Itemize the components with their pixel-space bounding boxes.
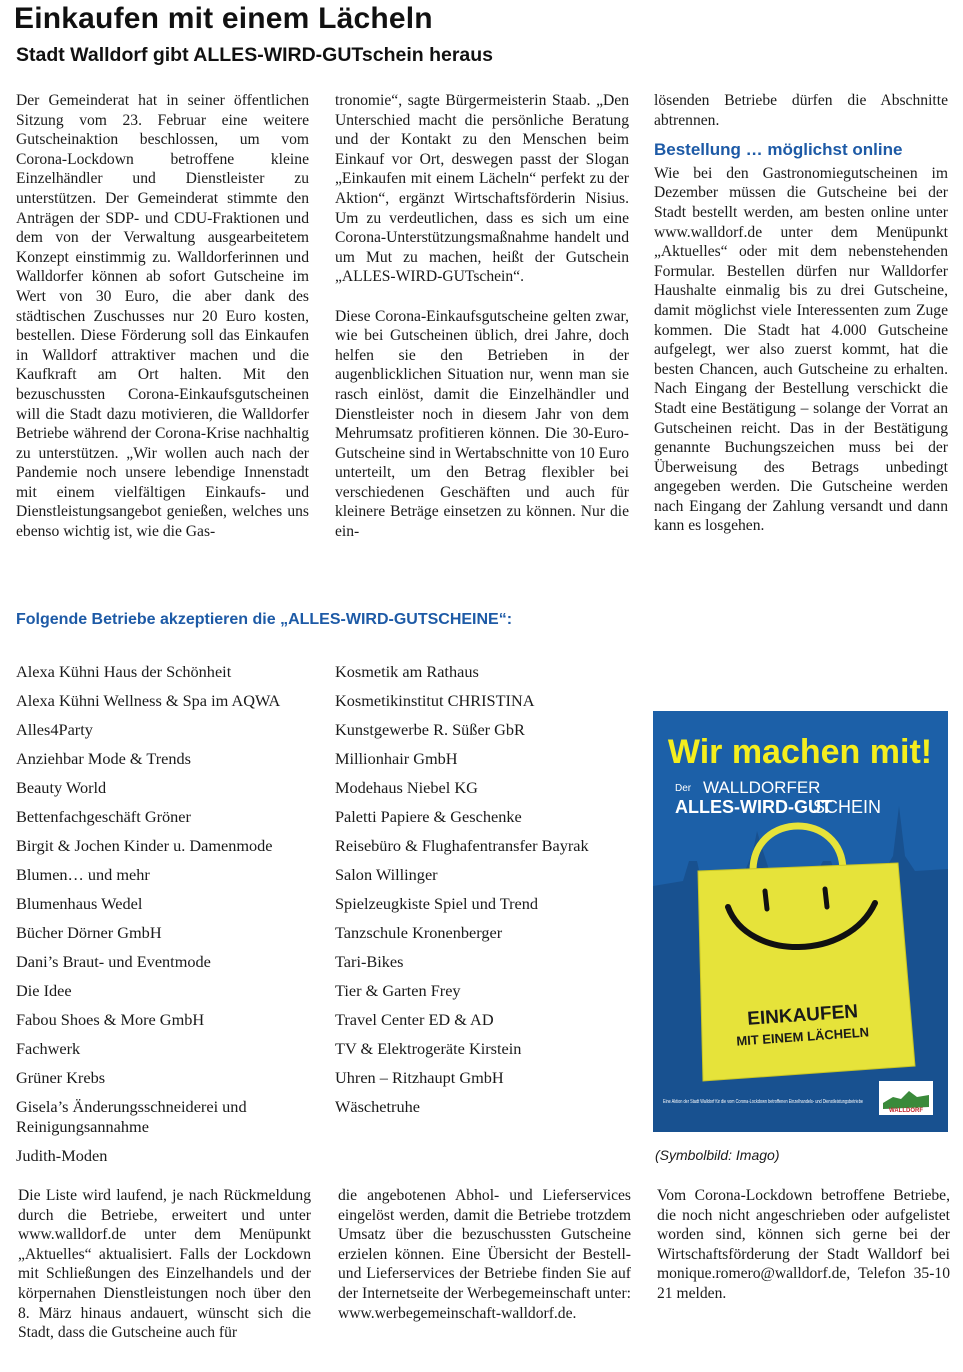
business-item: Alexa Kühni Haus der Schönheit: [16, 662, 232, 681]
business-item: Travel Center ED & AD: [335, 1010, 494, 1029]
business-item: Beauty World: [16, 778, 107, 797]
business-item: Uhren – Ritzhaupt GmbH: [335, 1068, 504, 1087]
business-list-right: [335, 662, 635, 1126]
headline: Einkaufen mit einem Lächeln: [14, 2, 433, 35]
bottom-column-3-text: Vom Corona-Lockdown betroffene Betriebe, die noch nicht angeschrieben oder aufgelistet worden sind, können sich gerne bei der Wirtschaftsförderung der Stadt Walldorf bei monique.romero@walldorf.de, Telefon 35-10 21 melden.: [657, 1187, 950, 1302]
business-item: Tari-Bikes: [335, 952, 404, 971]
bag-text-line-1: EINKAUFEN: [746, 1001, 859, 1030]
business-item: Kosmetik am Rathaus: [335, 662, 479, 681]
poster-schein: SCHEIN: [813, 797, 882, 817]
column-3-paragraph-2: Wie bei den Gastronomiegutscheinen im Dezember müssen die Gutscheine bei der Stadt bestellt werden, am besten online unter www.walldorf.de unter dem Menüpunkt „Aktuelles“ oder mit dem nebenstehenden Formular. Bestellen dürfen nur Walldorfer Haushalte einmalig bis zu drei Gutscheine, damit möglichst viele Interessenten zum Zuge kommen. Die Stadt hat 4.000 Gutscheine aufgelegt, wer also zuerst kommt, hat die besten Chancen, auch Gutscheine zu erhalten. Nach Eingang der Bestellung verschickt die Stadt eine Bestätigung – solange der Vorrat an Gutscheinen reicht. Das in der Bestätigung genannte Buchungszeichen muss bei der Überweisung des Betrags unbedingt angegeben werden. Die Gutscheine werden nach Eingang der Zahlung versandt und dann kann es losgehen.: [654, 164, 948, 535]
business-item: Kosmetikinstitut CHRISTINA: [335, 691, 535, 710]
subheadline: Stadt Walldorf gibt ALLES-WIRD-GUTschein heraus: [16, 44, 494, 66]
business-item: Grüner Krebs: [16, 1068, 106, 1087]
business-item: Reisebüro & Flughafentransfer Bayrak: [335, 836, 589, 855]
walldorf-logo: [879, 1081, 933, 1115]
poster-alles-wird-gut: ALLES-WIRD-GUT: [675, 797, 832, 817]
business-item: Bettenfachgeschäft Gröner: [16, 807, 191, 826]
poster-headline: Wir machen mit!: [667, 733, 933, 771]
poster-artwork: [653, 711, 948, 1132]
campaign-poster: [653, 711, 948, 1132]
business-item: Blumenhaus Wedel: [16, 894, 143, 913]
business-item: TV & Elektrogeräte Kirstein: [335, 1039, 522, 1058]
bottom-column-1-text: Die Liste wird laufend, je nach Rückmeldung durch die Betriebe, erweitert und unter www.walldorf.de unter dem Menüpunkt „Aktuelles“ aktualisiert. Falls der Lockdown mit Schließungen des Einzelhandels und der körpernahen Dienstleistungen noch über den 8. März hinaus andauert, wünscht sich die Stadt, dass die Gutscheine auch für: [18, 1187, 311, 1342]
column-2-paragraph-1: tronomie“, sagte Bürgermeisterin Staab. „Den Unterschied macht die persönliche Beratung und der Kontakt zu den Menschen beim Einkauf vor Ort, deswegen passt der Slogan „Einkaufen mit einem Lächeln“ perfekt zu der Aktion“, ergänzt Wirtschaftsförderin Nisius. Um zu verdeutlichen, dass es sich um eine Corona-Unterstützungsmaßnahme handelt und um Mut zu machen, heißt der Gutschein „ALLES-WIRD-GUTschein“.: [335, 92, 629, 286]
bottom-column-1: [18, 1186, 311, 1343]
poster-der: Der: [675, 783, 692, 794]
column-1-text: Der Gemeinderat hat in seiner öffentlichen Sitzung vom 23. Februar eine weitere Gutscheinaktion beschlossen, um vom Corona-Lockdown betroffene kleine Einzelhändler und Dienstleister zu unterstützen. Der Gemeinderat stimmte den Anträgen der SDP- und CDU-Fraktionen und dem von der Verwaltung ausgearbeitetem Konzept einstimmig zu. Walldorferinnen und Walldorfer können ab sofort Gutscheine im Wert von 30 Euro, die aber dank des städtischen Zuschusses nur 20 Euro kosten, bestellen. Diese Förderung soll das Einkaufen in Walldorf attraktiver machen und die Kaufkraft am Ort halten. Mit den bezuschussten Corona-Einkaufsgutscheinen will die Stadt dazu motivieren, die Walldorfer Betriebe während der Corona-Krise nachhaltig zu unterstützen. „Wir wollen auch nach der Pandemie noch unsere lebendige Innenstadt mit einem vielfältigen Einkaufs- und Dienstleistungsangebot genießen, welches uns ebenso wichtig ist, wie die Gas-: [16, 92, 309, 541]
business-item: Blumen… und mehr: [16, 865, 150, 884]
business-item: Tanzschule Kronenberger: [335, 923, 503, 942]
bottom-column-2-text: die angebotenen Abhol- und Lieferservices eingelöst werden, damit die Betriebe trotzdem Umsatz über die bezuschussten Gutscheine erzielen können. Eine Übersicht der Bestell- und Lieferservices der Betriebe finden Sie auf der Internetseite der Werbegemeinschaft unter: www.werbegemeinschaft-walldorf.de.: [338, 1187, 631, 1322]
business-item: Spielzeugkiste Spiel und Trend: [335, 894, 539, 913]
business-item: Alexa Kühni Wellness & Spa im AQWA: [16, 691, 281, 710]
business-item: Die Idee: [16, 981, 72, 1000]
business-item: Modehaus Niebel KG: [335, 778, 478, 797]
business-item: Alles4Party: [16, 720, 93, 739]
bag-text-line-2: MIT EINEM LÄCHELN: [735, 1024, 870, 1049]
article-column-2: [335, 91, 629, 542]
business-item: Birgit & Jochen Kinder u. Damenmode: [16, 836, 273, 855]
business-item: Tier & Garten Frey: [335, 981, 461, 1000]
bottom-column-2: [338, 1186, 631, 1323]
business-item: Fachwerk: [16, 1039, 81, 1058]
business-item: Dani’s Braut- und Eventmode: [16, 952, 211, 971]
article-column-3: [654, 91, 948, 536]
business-list-heading: Folgende Betriebe akzeptieren die „ALLES-WIRD-GUTSCHEINE“:: [16, 611, 513, 628]
poster-walldorfer: WALLDORFER: [703, 778, 821, 797]
business-item: Wäschetruhe: [335, 1097, 420, 1116]
business-item: Salon Willinger: [335, 865, 438, 884]
business-item: Millionhair GmbH: [335, 749, 458, 768]
logo-text: WALLDORF: [889, 1108, 923, 1114]
order-subheading: Bestellung … möglichst online: [654, 140, 903, 160]
article-column-1: [16, 91, 309, 542]
bottom-column-3: [657, 1186, 950, 1304]
business-item: Paletti Papiere & Geschenke: [335, 807, 522, 826]
business-item: Fabou Shoes & More GmbH: [16, 1010, 205, 1029]
business-item: Kunstgewerbe R. Süßer GbR: [335, 720, 525, 739]
image-caption: (Symbolbild: Imago): [655, 1147, 780, 1163]
business-item: Judith-Moden: [16, 1145, 108, 1165]
column-2-paragraph-2: Diese Corona-Einkaufsgutscheine gelten zwar, wie bei Gutscheinen üblich, drei Jahre, doch helfen sie den Betrieben in der augenblicklichen Situation nur, wenn man sie rasch einlöst, damit die Einzelhändler und Dienstleister noch in diesem Jahr von dem Mehrumsatz profitieren können. Die 30-Euro-Gutscheine sind in Wertabschnitte von 10 Euro unterteilt, um den Betrag flexibler bei verschiedenen Geschäften und auch für kleinere Beträge einsetzen zu können. Nur die ein-: [335, 307, 629, 541]
business-item: Bücher Dörner GmbH: [16, 923, 162, 942]
column-3-paragraph-1: lösenden Betriebe dürfen die Abschnitte abtrennen.: [654, 92, 948, 129]
business-item: Anziehbar Mode & Trends: [16, 749, 192, 768]
business-item: Gisela’s Änderungsschneiderei und Reinigungsannahme: [16, 1097, 247, 1136]
poster-footer-text: Eine Aktion der Stadt Walldorf für die vom Corona-Lockdown betroffenen Einzelhandels- und Dienstleistungsbetriebe: [663, 1099, 863, 1105]
business-list-left: [16, 662, 316, 1175]
